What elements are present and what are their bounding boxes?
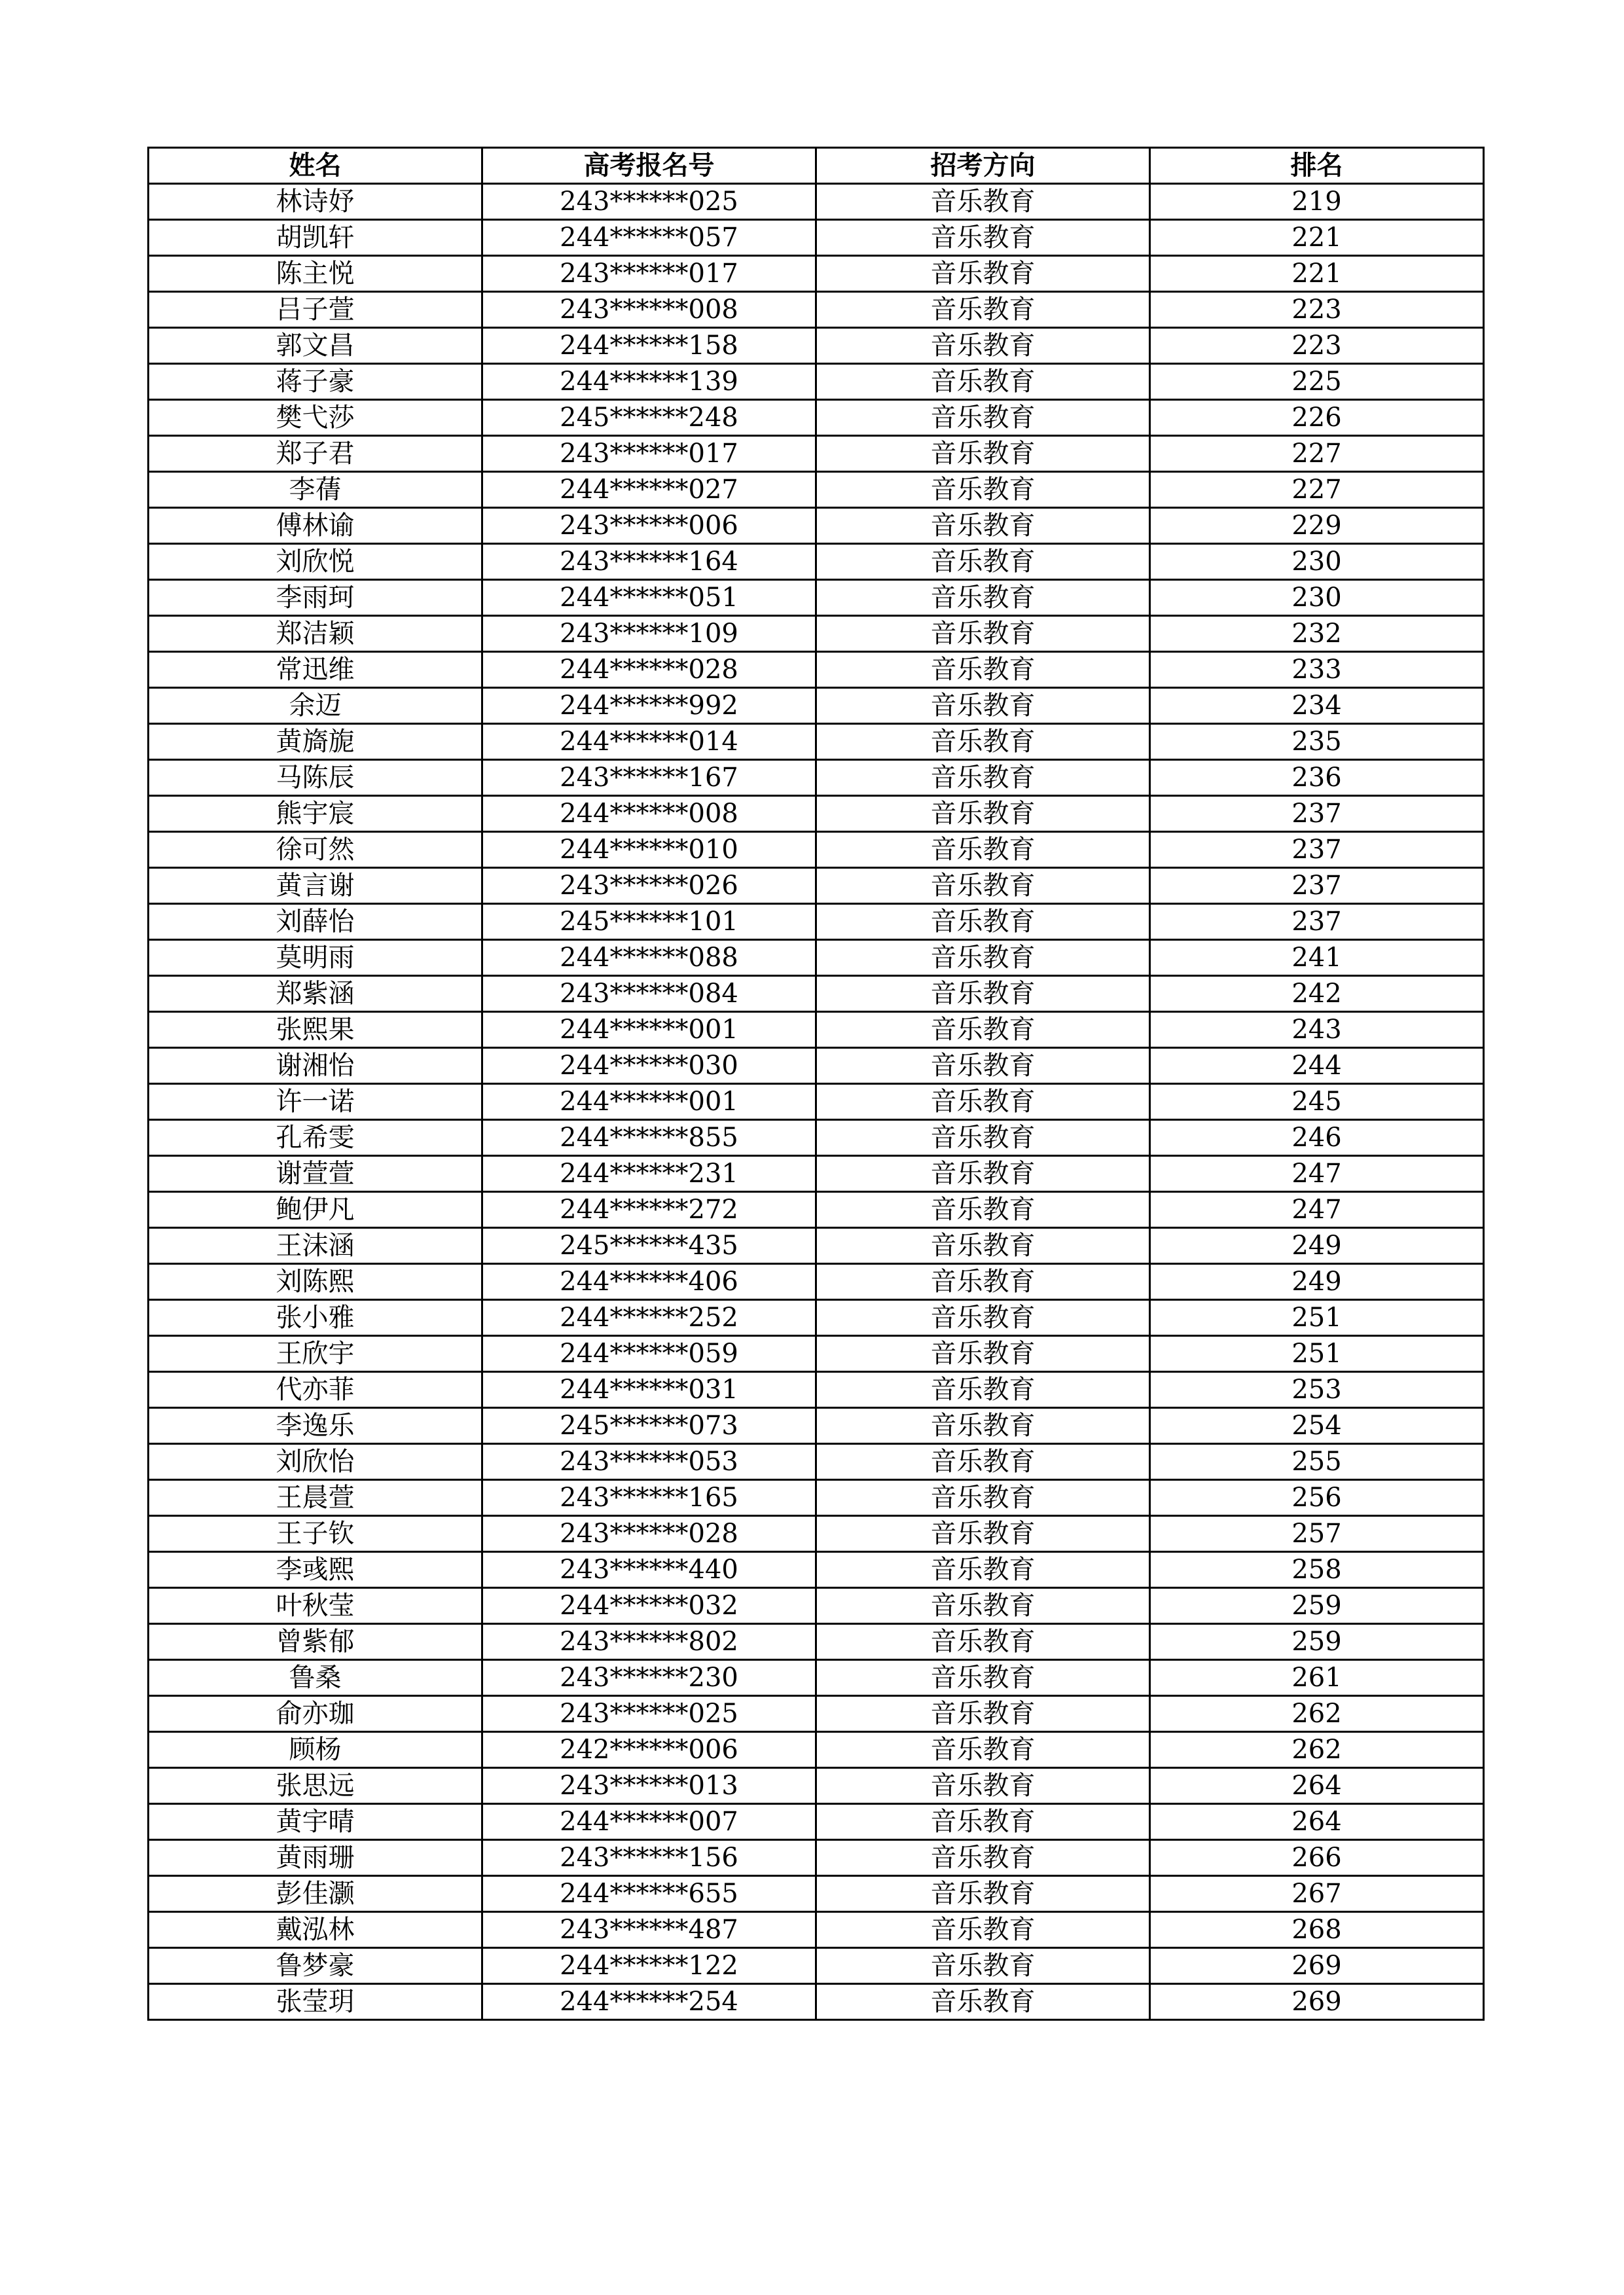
rank-cell: 237 [1150, 904, 1484, 940]
exam-number-cell: 244******992 [482, 688, 816, 724]
table-row [149, 760, 1484, 796]
exam-number-cell: 244******028 [482, 652, 816, 688]
rank-cell: 256 [1150, 1480, 1484, 1516]
direction-cell: 音乐教育 [816, 400, 1150, 436]
direction-cell: 音乐教育 [816, 508, 1150, 544]
table-row [149, 1948, 1484, 1984]
rank-cell: 246 [1150, 1120, 1484, 1156]
direction-cell: 音乐教育 [816, 1336, 1150, 1372]
table-row [149, 1804, 1484, 1840]
student-name-cell: 郭文昌 [149, 328, 482, 364]
student-name-cell: 许一诺 [149, 1084, 482, 1120]
rank-cell: 269 [1150, 1984, 1484, 2020]
student-name-cell: 李雨珂 [149, 580, 482, 616]
exam-number-cell: 244******088 [482, 940, 816, 976]
table-header-row [149, 148, 1484, 184]
direction-cell: 音乐教育 [816, 1480, 1150, 1516]
exam-number-cell: 244******655 [482, 1876, 816, 1912]
rank-cell: 264 [1150, 1768, 1484, 1804]
student-name-cell: 常迅维 [149, 652, 482, 688]
direction-cell: 音乐教育 [816, 1552, 1150, 1588]
student-name-cell: 张思远 [149, 1768, 482, 1804]
student-name-cell: 吕子萱 [149, 292, 482, 328]
exam-number-cell: 244******031 [482, 1372, 816, 1408]
table-row [149, 436, 1484, 472]
table-row [149, 976, 1484, 1012]
direction-cell: 音乐教育 [816, 1192, 1150, 1228]
table-row [149, 1084, 1484, 1120]
student-name-cell: 刘欣怡 [149, 1444, 482, 1480]
student-name-cell: 傅林谕 [149, 508, 482, 544]
exam-number-cell: 244******008 [482, 796, 816, 832]
exam-number-cell: 243******487 [482, 1912, 816, 1948]
table-row [149, 1696, 1484, 1732]
rank-cell: 221 [1150, 220, 1484, 256]
rank-cell: 243 [1150, 1012, 1484, 1048]
table-row [149, 184, 1484, 220]
direction-cell: 音乐教育 [816, 1696, 1150, 1732]
student-name-cell: 李彧熙 [149, 1552, 482, 1588]
direction-cell: 音乐教育 [816, 256, 1150, 292]
table-row [149, 580, 1484, 616]
rank-cell: 241 [1150, 940, 1484, 976]
rank-cell: 259 [1150, 1588, 1484, 1624]
student-name-cell: 樊弋莎 [149, 400, 482, 436]
student-name-cell: 刘薛怡 [149, 904, 482, 940]
direction-cell: 音乐教育 [816, 436, 1150, 472]
student-name-cell: 胡凯轩 [149, 220, 482, 256]
student-name-cell: 张小雅 [149, 1300, 482, 1336]
rank-cell: 230 [1150, 580, 1484, 616]
direction-cell: 音乐教育 [816, 724, 1150, 760]
student-name-cell: 黄旖旎 [149, 724, 482, 760]
student-name-cell: 谢萱萱 [149, 1156, 482, 1192]
exam-number-cell: 244******001 [482, 1012, 816, 1048]
rank-cell: 236 [1150, 760, 1484, 796]
table-row [149, 1660, 1484, 1696]
exam-number-cell: 244******855 [482, 1120, 816, 1156]
table-row [149, 1300, 1484, 1336]
student-name-cell: 蒋子豪 [149, 364, 482, 400]
direction-cell: 音乐教育 [816, 832, 1150, 868]
direction-cell: 音乐教育 [816, 652, 1150, 688]
table-row [149, 1912, 1484, 1948]
direction-cell: 音乐教育 [816, 580, 1150, 616]
exam-number-cell: 243******165 [482, 1480, 816, 1516]
table-body [149, 184, 1484, 2020]
student-name-cell: 刘欣悦 [149, 544, 482, 580]
rank-cell: 242 [1150, 976, 1484, 1012]
rank-cell: 253 [1150, 1372, 1484, 1408]
student-name-cell: 戴泓林 [149, 1912, 482, 1948]
direction-cell: 音乐教育 [816, 364, 1150, 400]
rank-cell: 234 [1150, 688, 1484, 724]
student-name-cell: 黄雨珊 [149, 1840, 482, 1876]
direction-cell: 音乐教育 [816, 796, 1150, 832]
student-name-cell: 张熙果 [149, 1012, 482, 1048]
rank-cell: 227 [1150, 472, 1484, 508]
exam-number-cell: 243******230 [482, 1660, 816, 1696]
direction-cell: 音乐教育 [816, 1408, 1150, 1444]
table-row [149, 1624, 1484, 1660]
direction-cell: 音乐教育 [816, 544, 1150, 580]
admission-ranking-table [147, 147, 1485, 2021]
rank-cell: 269 [1150, 1948, 1484, 1984]
exam-number-cell: 245******248 [482, 400, 816, 436]
rank-cell: 237 [1150, 868, 1484, 904]
student-name-cell: 刘陈熙 [149, 1264, 482, 1300]
exam-number-cell: 244******122 [482, 1948, 816, 1984]
exam-number-cell: 243******006 [482, 508, 816, 544]
table-row [149, 1732, 1484, 1768]
rank-cell: 221 [1150, 256, 1484, 292]
table-row [149, 1156, 1484, 1192]
student-name-cell: 王晨萱 [149, 1480, 482, 1516]
rank-cell: 251 [1150, 1336, 1484, 1372]
rank-cell: 244 [1150, 1048, 1484, 1084]
table-row [149, 1768, 1484, 1804]
exam-number-cell: 244******007 [482, 1804, 816, 1840]
student-name-cell: 林诗妤 [149, 184, 482, 220]
exam-number-cell: 244******059 [482, 1336, 816, 1372]
rank-cell: 237 [1150, 796, 1484, 832]
rank-cell: 262 [1150, 1696, 1484, 1732]
student-name-cell: 彭佳灏 [149, 1876, 482, 1912]
student-name-cell: 顾杨 [149, 1732, 482, 1768]
table-row [149, 544, 1484, 580]
rank-cell: 255 [1150, 1444, 1484, 1480]
table-row [149, 292, 1484, 328]
exam-number-cell: 242******006 [482, 1732, 816, 1768]
direction-cell: 音乐教育 [816, 184, 1150, 220]
table-row [149, 1552, 1484, 1588]
exam-number-cell: 244******272 [482, 1192, 816, 1228]
table-row [149, 1984, 1484, 2020]
table-row [149, 1192, 1484, 1228]
direction-cell: 音乐教育 [816, 1048, 1150, 1084]
direction-cell: 音乐教育 [816, 1588, 1150, 1624]
direction-cell: 音乐教育 [816, 1012, 1150, 1048]
rank-cell: 223 [1150, 292, 1484, 328]
exam-number-cell: 244******139 [482, 364, 816, 400]
direction-cell: 音乐教育 [816, 1984, 1150, 2020]
exam-number-cell: 244******252 [482, 1300, 816, 1336]
exam-number-cell: 243******167 [482, 760, 816, 796]
exam-number-cell: 244******057 [482, 220, 816, 256]
rank-cell: 226 [1150, 400, 1484, 436]
exam-number-cell: 243******084 [482, 976, 816, 1012]
direction-cell: 音乐教育 [816, 1660, 1150, 1696]
rank-cell: 247 [1150, 1192, 1484, 1228]
direction-cell: 音乐教育 [816, 1840, 1150, 1876]
student-name-cell: 王欣宇 [149, 1336, 482, 1372]
student-name-cell: 马陈辰 [149, 760, 482, 796]
exam-number-cell: 244******051 [482, 580, 816, 616]
table-row [149, 400, 1484, 436]
student-name-cell: 黄宇晴 [149, 1804, 482, 1840]
direction-cell: 音乐教育 [816, 220, 1150, 256]
rank-cell: 259 [1150, 1624, 1484, 1660]
rank-cell: 267 [1150, 1876, 1484, 1912]
rank-cell: 229 [1150, 508, 1484, 544]
table-row [149, 256, 1484, 292]
table-row [149, 1372, 1484, 1408]
table-row [149, 832, 1484, 868]
exam-number-cell: 243******028 [482, 1516, 816, 1552]
exam-number-cell: 243******017 [482, 436, 816, 472]
exam-number-cell: 244******158 [482, 328, 816, 364]
table-row [149, 1516, 1484, 1552]
exam-number-cell: 244******406 [482, 1264, 816, 1300]
rank-cell: 230 [1150, 544, 1484, 580]
exam-number-cell: 243******013 [482, 1768, 816, 1804]
table-row [149, 940, 1484, 976]
student-name-cell: 俞亦珈 [149, 1696, 482, 1732]
rank-cell: 257 [1150, 1516, 1484, 1552]
direction-cell: 音乐教育 [816, 1948, 1150, 1984]
student-name-cell: 李逸乐 [149, 1408, 482, 1444]
student-name-cell: 王子钦 [149, 1516, 482, 1552]
direction-cell: 音乐教育 [816, 1912, 1150, 1948]
rank-cell: 266 [1150, 1840, 1484, 1876]
direction-cell: 音乐教育 [816, 904, 1150, 940]
rank-cell: 251 [1150, 1300, 1484, 1336]
student-name-cell: 李蒨 [149, 472, 482, 508]
column-header-name: 姓名 [149, 148, 482, 184]
direction-cell: 音乐教育 [816, 1624, 1150, 1660]
student-name-cell: 叶秋莹 [149, 1588, 482, 1624]
rank-cell: 233 [1150, 652, 1484, 688]
table-row [149, 1336, 1484, 1372]
rank-cell: 219 [1150, 184, 1484, 220]
rank-cell: 235 [1150, 724, 1484, 760]
rank-cell: 237 [1150, 832, 1484, 868]
direction-cell: 音乐教育 [816, 1228, 1150, 1264]
rank-cell: 264 [1150, 1804, 1484, 1840]
student-name-cell: 陈主悦 [149, 256, 482, 292]
table-row [149, 724, 1484, 760]
student-name-cell: 张莹玥 [149, 1984, 482, 2020]
table-row [149, 1012, 1484, 1048]
direction-cell: 音乐教育 [816, 1732, 1150, 1768]
exam-number-cell: 243******025 [482, 1696, 816, 1732]
exam-number-cell: 245******073 [482, 1408, 816, 1444]
student-name-cell: 鲁桑 [149, 1660, 482, 1696]
direction-cell: 音乐教育 [816, 1264, 1150, 1300]
student-name-cell: 黄言谢 [149, 868, 482, 904]
direction-cell: 音乐教育 [816, 976, 1150, 1012]
rank-cell: 249 [1150, 1228, 1484, 1264]
student-name-cell: 王沫涵 [149, 1228, 482, 1264]
exam-number-cell: 243******156 [482, 1840, 816, 1876]
table-row [149, 508, 1484, 544]
direction-cell: 音乐教育 [816, 1444, 1150, 1480]
exam-number-cell: 243******053 [482, 1444, 816, 1480]
direction-cell: 音乐教育 [816, 472, 1150, 508]
table-row [149, 796, 1484, 832]
exam-number-cell: 243******440 [482, 1552, 816, 1588]
table-row [149, 868, 1484, 904]
direction-cell: 音乐教育 [816, 616, 1150, 652]
exam-number-cell: 244******032 [482, 1588, 816, 1624]
student-name-cell: 徐可然 [149, 832, 482, 868]
exam-number-cell: 244******010 [482, 832, 816, 868]
table-row [149, 688, 1484, 724]
rank-cell: 258 [1150, 1552, 1484, 1588]
direction-cell: 音乐教育 [816, 1084, 1150, 1120]
exam-number-cell: 243******017 [482, 256, 816, 292]
table-row [149, 220, 1484, 256]
direction-cell: 音乐教育 [816, 1120, 1150, 1156]
table-row [149, 1840, 1484, 1876]
exam-number-cell: 243******008 [482, 292, 816, 328]
table-row [149, 1444, 1484, 1480]
student-name-cell: 熊宇宸 [149, 796, 482, 832]
direction-cell: 音乐教育 [816, 1516, 1150, 1552]
direction-cell: 音乐教育 [816, 760, 1150, 796]
exam-number-cell: 245******101 [482, 904, 816, 940]
table-row [149, 328, 1484, 364]
table-row [149, 1228, 1484, 1264]
rank-cell: 254 [1150, 1408, 1484, 1444]
table-row [149, 1264, 1484, 1300]
rank-cell: 245 [1150, 1084, 1484, 1120]
direction-cell: 音乐教育 [816, 1768, 1150, 1804]
student-name-cell: 莫明雨 [149, 940, 482, 976]
table-row [149, 1588, 1484, 1624]
direction-cell: 音乐教育 [816, 688, 1150, 724]
exam-number-cell: 244******030 [482, 1048, 816, 1084]
table-row [149, 1876, 1484, 1912]
direction-cell: 音乐教育 [816, 1156, 1150, 1192]
rank-cell: 232 [1150, 616, 1484, 652]
student-name-cell: 孔希雯 [149, 1120, 482, 1156]
direction-cell: 音乐教育 [816, 328, 1150, 364]
column-header-direction: 招考方向 [816, 148, 1150, 184]
exam-number-cell: 244******231 [482, 1156, 816, 1192]
table-row [149, 1480, 1484, 1516]
rank-cell: 249 [1150, 1264, 1484, 1300]
exam-number-cell: 243******109 [482, 616, 816, 652]
student-name-cell: 郑洁颖 [149, 616, 482, 652]
exam-number-cell: 243******026 [482, 868, 816, 904]
exam-number-cell: 244******254 [482, 1984, 816, 2020]
student-name-cell: 谢湘怡 [149, 1048, 482, 1084]
direction-cell: 音乐教育 [816, 1372, 1150, 1408]
student-name-cell: 余迈 [149, 688, 482, 724]
table-row [149, 1048, 1484, 1084]
exam-number-cell: 243******802 [482, 1624, 816, 1660]
rank-cell: 261 [1150, 1660, 1484, 1696]
rank-cell: 223 [1150, 328, 1484, 364]
table-row [149, 616, 1484, 652]
exam-number-cell: 243******164 [482, 544, 816, 580]
direction-cell: 音乐教育 [816, 1300, 1150, 1336]
direction-cell: 音乐教育 [816, 1804, 1150, 1840]
rank-cell: 262 [1150, 1732, 1484, 1768]
exam-number-cell: 244******027 [482, 472, 816, 508]
direction-cell: 音乐教育 [816, 868, 1150, 904]
exam-number-cell: 244******001 [482, 1084, 816, 1120]
table-row [149, 364, 1484, 400]
table-row [149, 904, 1484, 940]
student-name-cell: 郑紫涵 [149, 976, 482, 1012]
student-name-cell: 代亦菲 [149, 1372, 482, 1408]
column-header-exam-number: 高考报名号 [482, 148, 816, 184]
rank-cell: 225 [1150, 364, 1484, 400]
exam-number-cell: 243******025 [482, 184, 816, 220]
table-row [149, 652, 1484, 688]
student-name-cell: 郑子君 [149, 436, 482, 472]
student-name-cell: 曾紫郁 [149, 1624, 482, 1660]
table-row [149, 472, 1484, 508]
table-row [149, 1408, 1484, 1444]
rank-cell: 268 [1150, 1912, 1484, 1948]
direction-cell: 音乐教育 [816, 292, 1150, 328]
exam-number-cell: 245******435 [482, 1228, 816, 1264]
rank-cell: 247 [1150, 1156, 1484, 1192]
exam-number-cell: 244******014 [482, 724, 816, 760]
student-name-cell: 鲁梦豪 [149, 1948, 482, 1984]
column-header-rank: 排名 [1150, 148, 1484, 184]
table-row [149, 1120, 1484, 1156]
rank-cell: 227 [1150, 436, 1484, 472]
student-name-cell: 鲍伊凡 [149, 1192, 482, 1228]
direction-cell: 音乐教育 [816, 940, 1150, 976]
direction-cell: 音乐教育 [816, 1876, 1150, 1912]
